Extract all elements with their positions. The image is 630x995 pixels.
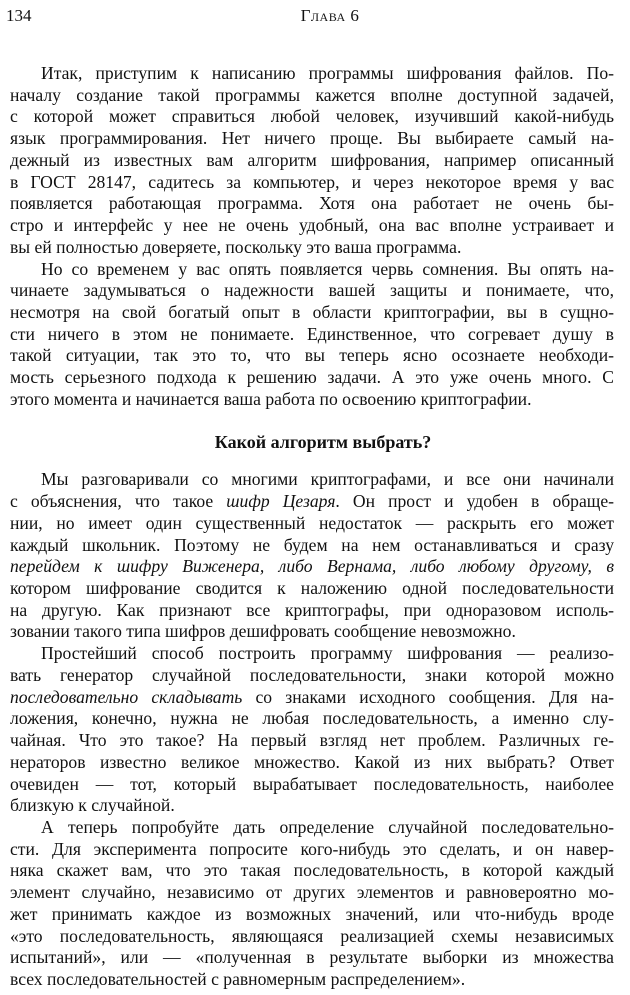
text-line: сти ничего в этом не понимаете. Единственное, что согревает душу в [10,323,614,344]
text-line: вы ей полностью доверяете, поскольку это ваша программа. [10,236,462,257]
text-line: Но со временем у вас опять появляется червь сомнения. Вы опять на- [41,258,614,279]
page-header [6,6,624,30]
text-line: А теперь попробуйте дать определение случайной последовательно- [41,816,614,837]
text-line: язык программирования. Нет ничего проще. Вы выбираете самый на- [10,128,614,149]
italic-term: последовательно складывать [10,686,243,707]
text-line: няка скажет вам, что это такая последовательность, в которой каждый [10,860,614,881]
text-line: мость серьезного подхода к решению задачи. А это уже очень много. С [10,367,614,388]
italic-term: Вернама [326,556,392,577]
text-line: элемент случайно, независимо от других элементов и равновероятно мо- [10,882,614,903]
text-line: нераторов известно великое множество. Какой из них выбрать? Ответ [10,751,614,772]
text-line: с которой может справиться любой человек, изучивший какой-нибудь [10,106,614,127]
text-line: Простейший способ построить программу шифрования — реализо- [41,643,614,664]
text-line: дежный из известных вам алгоритм шифрования, например описанный [10,149,614,170]
text-line: зовании такого типа шифров дешифровать сообщение невозможно. [10,621,516,642]
italic-term: , либо любому другому, в [391,556,614,577]
text-line: стро и интерфейс у нее не очень удобный, она вас вполне устраивает и [10,215,614,236]
text-run: . Он прост и удобен в обраще- [335,491,615,512]
text-line: «это последовательность, являющаяся реализацией схемы независимых [10,925,614,946]
text-run: с объяснения, что такое [10,491,227,512]
text-line: ложения, конечно, нужна не любая последовательность, а именно слу- [10,708,614,729]
text-line [10,685,614,709]
text-line: в ГОСТ 28147, садитесь за компьютер, и через некоторое время у вас [10,171,614,192]
text-line: появляется работающая программа. Хотя она работает не очень бы- [10,193,614,214]
text-line: каждый школьник. Поэтому не будем на нем останавливаться и сразу [10,534,614,555]
text-line: очевиден — тот, который вырабатывает последовательность, наиболее [10,773,614,794]
text-line: котором шифрование сводится к наложению одной последовательности [10,578,614,598]
text-line: чайная. Что это такое? На первый взгляд нет проблем. Различных ге- [10,730,614,751]
text-run: со знаками исходного сообщения. Для на- [242,686,614,707]
text-line: этого момента и начинается ваша работа по освоению криптографии. [10,388,532,409]
text-line: началу создание такой программы кажется вполне доступной задачей, [10,84,614,105]
text-line: вать генератор случайной последовательности, знаки которой можно [10,664,614,685]
text-line [10,489,614,513]
page-number: 134 [6,6,32,25]
italic-term: шифру Виженера [116,556,260,577]
text-line [10,554,614,578]
text-line: нии, но имеет один существенный недостаток — раскрыть его может [10,512,614,533]
text-line: близкую к случайной. [10,795,175,816]
text-line: сти. Для эксперимента попросите кого-нибудь это сделать, и он навер- [10,838,614,859]
italic-term: перейдем к [10,556,117,577]
section-heading: Какой алгоритм выбрать? [214,432,432,453]
text-line: чинаете задумываться о надежности вашей защиты и понимаете, что, [10,280,614,301]
text-line: несмотря на свой богатый опыт в области криптографии, вы в сущно- [10,301,614,322]
text-line: такой ситуации, так это то, что вы теперь ясно осознаете необходи- [10,345,614,366]
text-line: всех последовательностей с равномерным распределением». [10,969,466,989]
text-line: на другую. Как признают все криптографы, при одноразовом исполь- [10,599,614,620]
text-line: жет принимать каждое из возможных значений, или что-нибудь вроде [10,903,614,924]
italic-term: шифр Цезаря [226,491,336,512]
text-line: Итак, приступим к написанию программы шифрования файлов. По- [41,63,614,83]
text-line: испытаний», или — «полученная в результате выборки из множества [10,947,614,968]
chapter-title: Глава 6 [300,6,360,25]
text-line: Мы разговаривали со многими криптографами, и все они начинали [41,469,614,490]
italic-term: , либо [259,556,327,577]
